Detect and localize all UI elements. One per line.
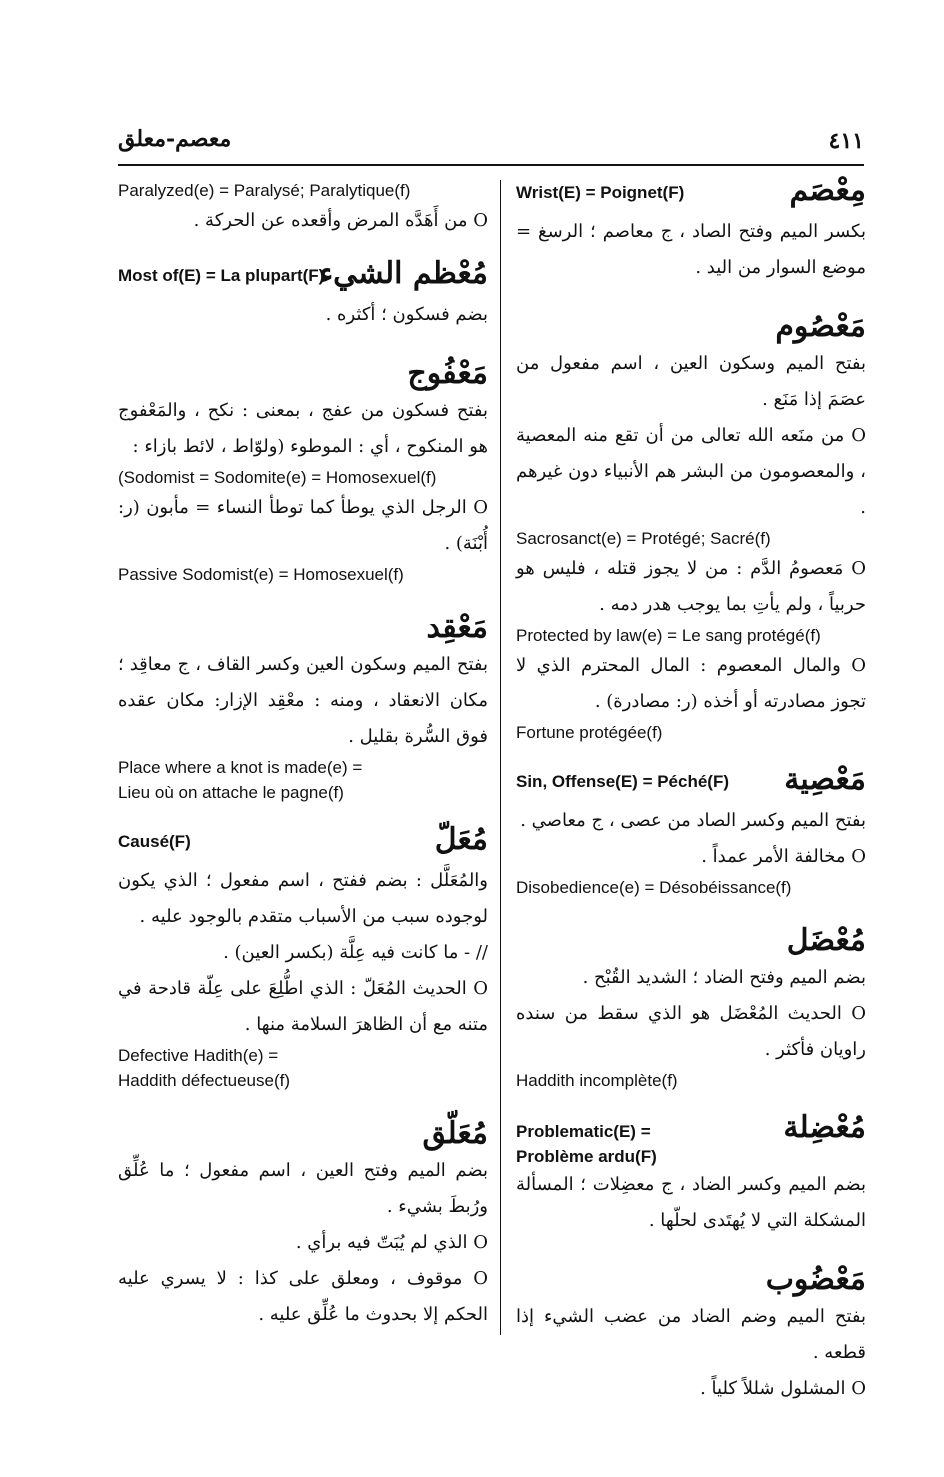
entry-maqid <box>118 609 488 805</box>
headword: مُعْضِلة <box>783 1110 866 1145</box>
headword: مِعْصَم <box>789 173 866 208</box>
arabic-definition: O من منَعه الله تعالى من أن تقع منه المعصية ، والمعصومون من البشر هم الأنبياء دون غيرهم . <box>516 425 866 518</box>
arabic-definition: والمُعَلَّل : بضم ففتح ، اسم مفعول ؛ الذي يكون لوجوده سبب من الأسباب متقدم بالوجود عليه . <box>118 870 488 927</box>
entry-masum <box>516 308 866 745</box>
arabic-definition: O والمال المعصوم : المال المحترم الذي لا تجوز مصادرته أو أخذه (ر: مصادرة) . <box>516 655 866 712</box>
english-equivalent: Protected by law(e) = Le sang protégé(f) <box>516 626 821 645</box>
running-title: معصم-معلق <box>118 126 232 152</box>
headword-row <box>516 173 866 214</box>
arabic-definition: بفتح الميم وسكون العين ، اسم مفعول من عصَمَ إذا مَنَع . <box>516 353 866 410</box>
headword-row <box>118 822 488 863</box>
english-equivalent: Defective Hadith(e) = Haddith défectueuse(f) <box>118 1046 290 1090</box>
arabic-definition: O الرجل الذي يوطأ كما توطأ النساء = مأبون (ر: أُبْنَة) . <box>118 497 488 554</box>
arabic-definition: O مَعصومُ الدَّم : من لا يجوز قتله ، فليس هو حربياً ، ولم يأتِ بما يوجب هدر دمه . <box>516 558 866 615</box>
headword: مُعَلّ <box>434 822 488 857</box>
entry-muadila <box>516 1110 866 1239</box>
english-equivalent: Sacrosanct(e) = Protégé; Sacré(f) <box>516 529 771 548</box>
english-equivalent: Haddith incomplète(f) <box>516 1071 678 1090</box>
headword-equivalent: Most of(E) = La plupart(F) <box>118 266 325 285</box>
headword: مَعْقِد <box>426 610 488 645</box>
english-equivalent: Paralyzed(e) = Paralysé; Paralytique(f) <box>118 181 411 200</box>
entry-mafuj <box>118 355 488 587</box>
entry-mualaq <box>118 1115 488 1333</box>
headword: مَعْفُوج <box>407 356 488 391</box>
headword-row <box>516 762 866 803</box>
entry-madub <box>516 1261 866 1407</box>
english-equivalent: Disobedience(e) = Désobéissance(f) <box>516 878 792 897</box>
entry-masiya <box>516 762 866 900</box>
arabic-definition: بفتح الميم وكسر الصاد من عصى ، ج معاصي . <box>520 810 866 831</box>
arabic-definition: بضم الميم وكسر الضاد ، ج معضِلات ؛ المسألة المشكلة التي لا يُهتَدى لحلّها . <box>516 1174 866 1231</box>
arabic-definition: // - ما كانت فيه عِلَّة (بكسر العين) . <box>223 942 488 963</box>
arabic-definition: O الحديث المُعْضَل هو الذي سقط من سنده راويان فأكثر . <box>516 1003 866 1060</box>
page-number: ٤١١ <box>828 128 864 154</box>
english-equivalent: Passive Sodomist(e) = Homosexuel(f) <box>118 565 404 584</box>
arabic-definition: O موقوف ، ومعلق على كذا : لا يسري عليه الحكم إلا بحدوث ما عُلِّق عليه . <box>118 1268 488 1325</box>
arabic-definition: بضم الميم وفتح الضاد ؛ الشديد القُبْح . <box>582 967 866 988</box>
entry-mual <box>118 822 488 1093</box>
entry-muzam <box>118 256 488 333</box>
headword: مُعَلّق <box>422 1116 488 1151</box>
arabic-definition: O الحديث المُعَلّ : الذي اطُّلِعَ على عِلّة قادحة في متنه مع أن الظاهرَ السلامة منها . <box>118 978 488 1035</box>
headword-row <box>516 1110 866 1167</box>
arabic-definition: O مخالفة الأمر عمداً . <box>701 846 866 867</box>
headword-equivalent: Problematic(E) = Problème ardu(F) <box>516 1122 657 1166</box>
header-rule <box>118 164 864 166</box>
headword-equivalent: Sin, Offense(E) = Péché(F) <box>516 772 730 791</box>
headword-equivalent: Causé(F) <box>118 832 191 851</box>
arabic-definition: بضم فسكون ؛ أكثره . <box>325 304 488 325</box>
english-equivalent: Place where a knot is made(e) = Lieu où on attache le pagne(f) <box>118 758 363 802</box>
arabic-definition: بكسر الميم وفتح الصاد ، ج معاصم ؛ الرسغ = موضع السوار من اليد . <box>516 221 866 278</box>
entry-muadal <box>516 922 866 1093</box>
headword: مَعْصُوم <box>775 309 866 344</box>
english-equivalent: (Sodomist = Sodomite(e) = Homosexuel(f) <box>118 468 437 487</box>
headword: مُعْضَل <box>786 923 866 958</box>
left-column <box>118 178 488 1355</box>
arabic-definition: بفتح الميم وضم الضاد من عضب الشيء إذا قطعه . <box>516 1306 866 1363</box>
arabic-definition: بضم الميم وفتح العين ، اسم مفعول ؛ ما عُلِّق ورُبطَ بشيء . <box>118 1160 488 1217</box>
column-divider <box>500 180 501 1335</box>
headword: مُعْظم الشيء <box>319 256 488 291</box>
page-header <box>118 122 864 162</box>
arabic-definition: بفتح الميم وسكون العين وكسر القاف ، ج معاقِد ؛ مكان الانعقاد ، ومنه : معْقِد الإزار: مكان عقده فوق السُّرة بقليل . <box>118 654 488 747</box>
right-column <box>516 173 866 1429</box>
entry-paralyzed <box>118 178 488 239</box>
arabic-definition: O الذي لم يُبَتّ فيه برأي . <box>295 1232 488 1253</box>
headword: مَعْضُوب <box>765 1262 866 1297</box>
headword: مَعْصِية <box>784 762 866 797</box>
headword-equivalent: Wrist(E) = Poignet(F) <box>516 183 685 202</box>
arabic-definition: O المشلول شللاً كلياً . <box>700 1378 866 1399</box>
headword-row <box>118 256 488 297</box>
entry-misam <box>516 173 866 286</box>
arabic-definition: O من أَهَدَّه المرض وأقعده عن الحركة . <box>193 210 488 231</box>
english-equivalent: Fortune protégée(f) <box>516 723 663 742</box>
arabic-definition: بفتح فسكون من عفج ، بمعنى : نكح ، والمَعْفوج هو المنكوح ، أي : الموطوء (ولوّاط ، لائط بازاء : <box>118 400 488 457</box>
